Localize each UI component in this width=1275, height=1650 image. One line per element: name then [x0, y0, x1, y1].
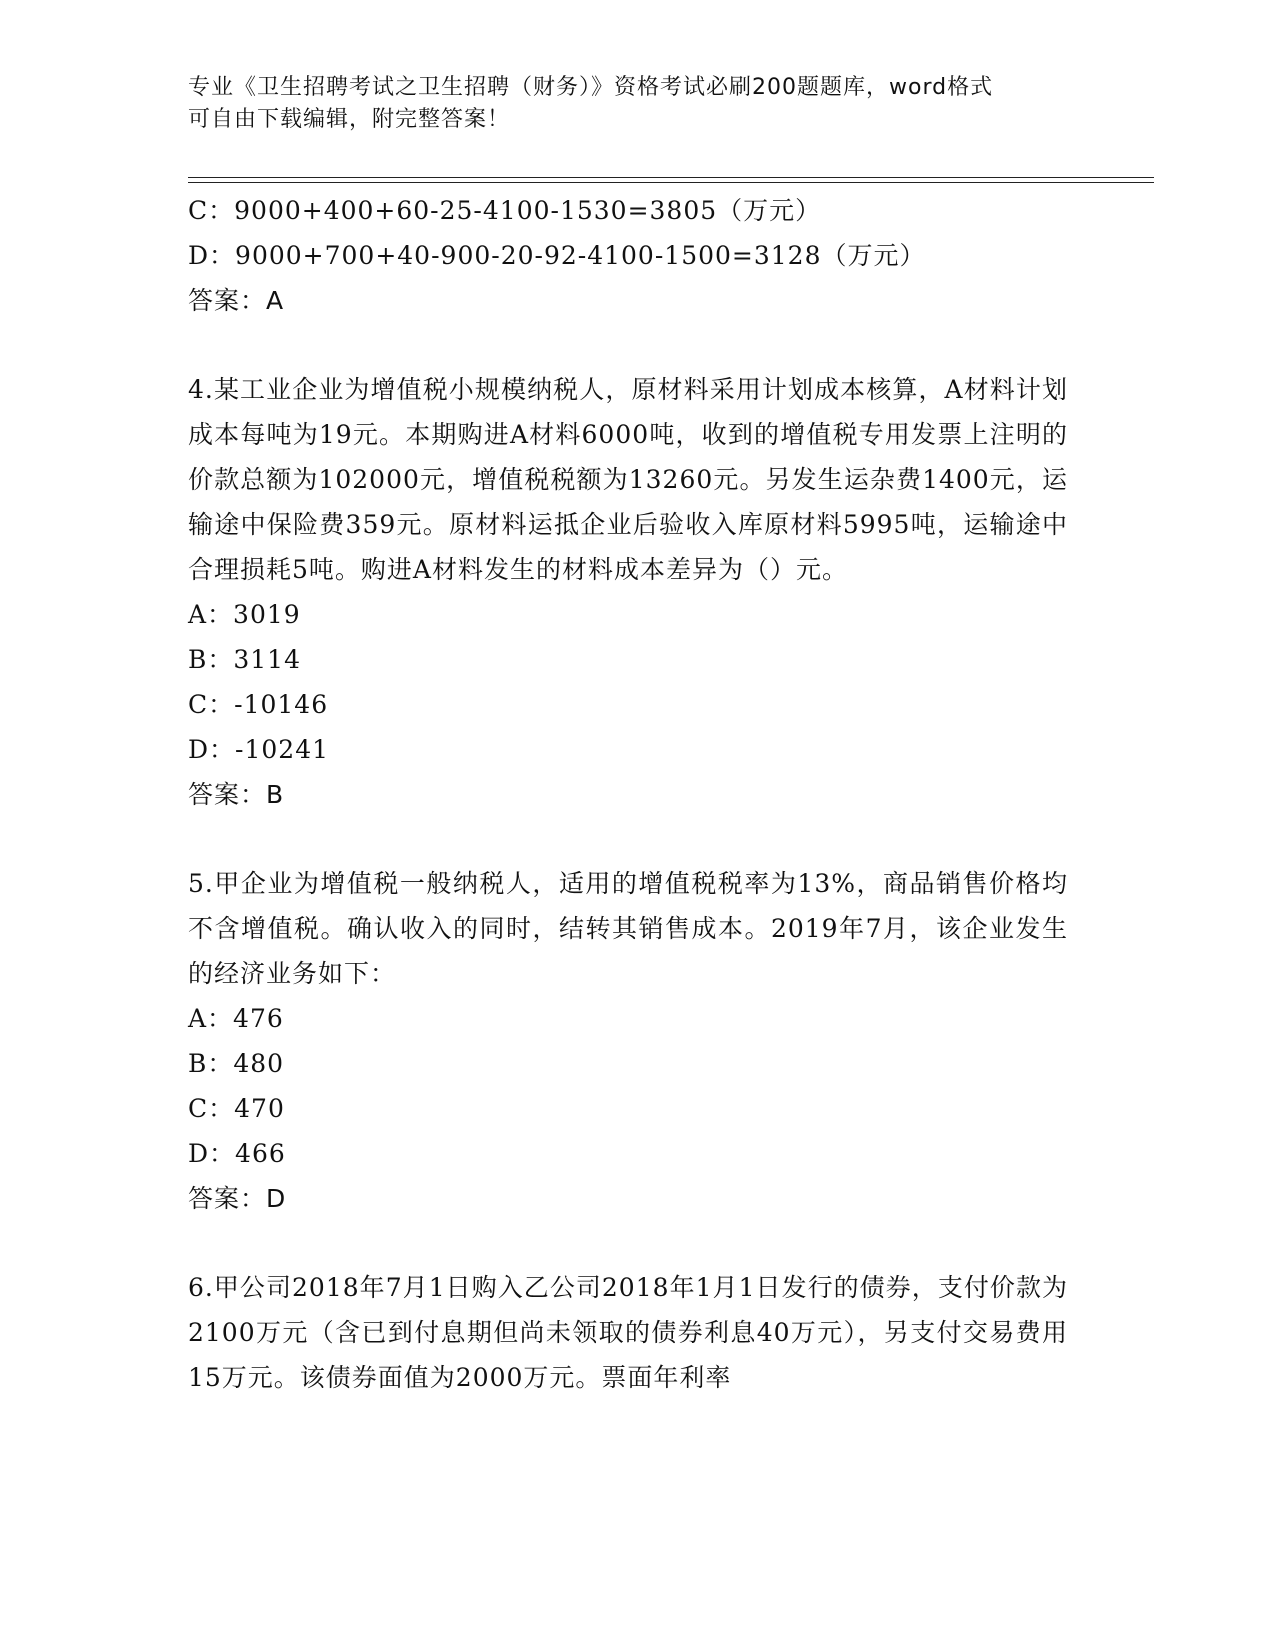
spacer — [188, 1221, 1068, 1265]
option-a: A：476 — [188, 1004, 284, 1033]
option-b: B：480 — [188, 1049, 285, 1078]
question-3-tail — [188, 188, 1068, 323]
option-d: D：-10241 — [188, 735, 330, 764]
question-text: 5.甲企业为增值税一般纳税人，适用的增值税税率为13%，商品销售价格均不含增值税。确认收入的同时，结转其销售成本。2019年7月，该企业发生的经济业务如下： — [188, 869, 1068, 988]
question-5 — [188, 861, 1068, 1221]
header-line-2: 可自由下载编辑，附完整答案！ — [188, 107, 511, 132]
document-header — [188, 72, 1068, 136]
option-c: C：-10146 — [188, 690, 329, 719]
spacer — [188, 323, 1068, 367]
question-4 — [188, 367, 1068, 817]
option-d: D：466 — [188, 1139, 286, 1168]
option-c: C：9000+400+60-25-4100-1530=3805（万元） — [188, 196, 822, 225]
option-c: C：470 — [188, 1094, 285, 1123]
header-line-1: 专业《卫生招聘考试之卫生招聘（财务）》资格考试必刷200题题库，word格式 — [188, 75, 994, 100]
answer-line: 答案：B — [188, 780, 285, 809]
spacer — [188, 817, 1068, 861]
header-rule-top — [188, 177, 1154, 178]
header-rule-bottom — [188, 182, 1154, 183]
question-text: 4.某工业企业为增值税小规模纳税人，原材料采用计划成本核算，A材料计划成本每吨为19元。本期购进A材料6000吨，收到的增值税专用发票上注明的价款总额为102000元，增值税税额为13260元。另发生运杂费1400元，运输途中保险费359元。原材料运抵企业后验收入库原材料5995吨，运输途中合理损耗5吨。购进A材料发生的材料成本差异为（）元。 — [188, 375, 1068, 584]
option-b: B：3114 — [188, 645, 301, 674]
document-body — [188, 188, 1068, 1400]
option-a: A：3019 — [188, 600, 301, 629]
answer-line: 答案：D — [188, 1184, 287, 1213]
question-text: 6.甲公司2018年7月1日购入乙公司2018年1月1日发行的债券，支付价款为2100万元（含已到付息期但尚未领取的债券利息40万元），另支付交易费用15万元。该债券面值为2000万元。票面年利率 — [188, 1273, 1068, 1392]
answer-line: 答案：A — [188, 286, 285, 315]
question-6 — [188, 1265, 1068, 1400]
option-d: D：9000+700+40-900-20-92-4100-1500=3128（万元） — [188, 241, 926, 270]
